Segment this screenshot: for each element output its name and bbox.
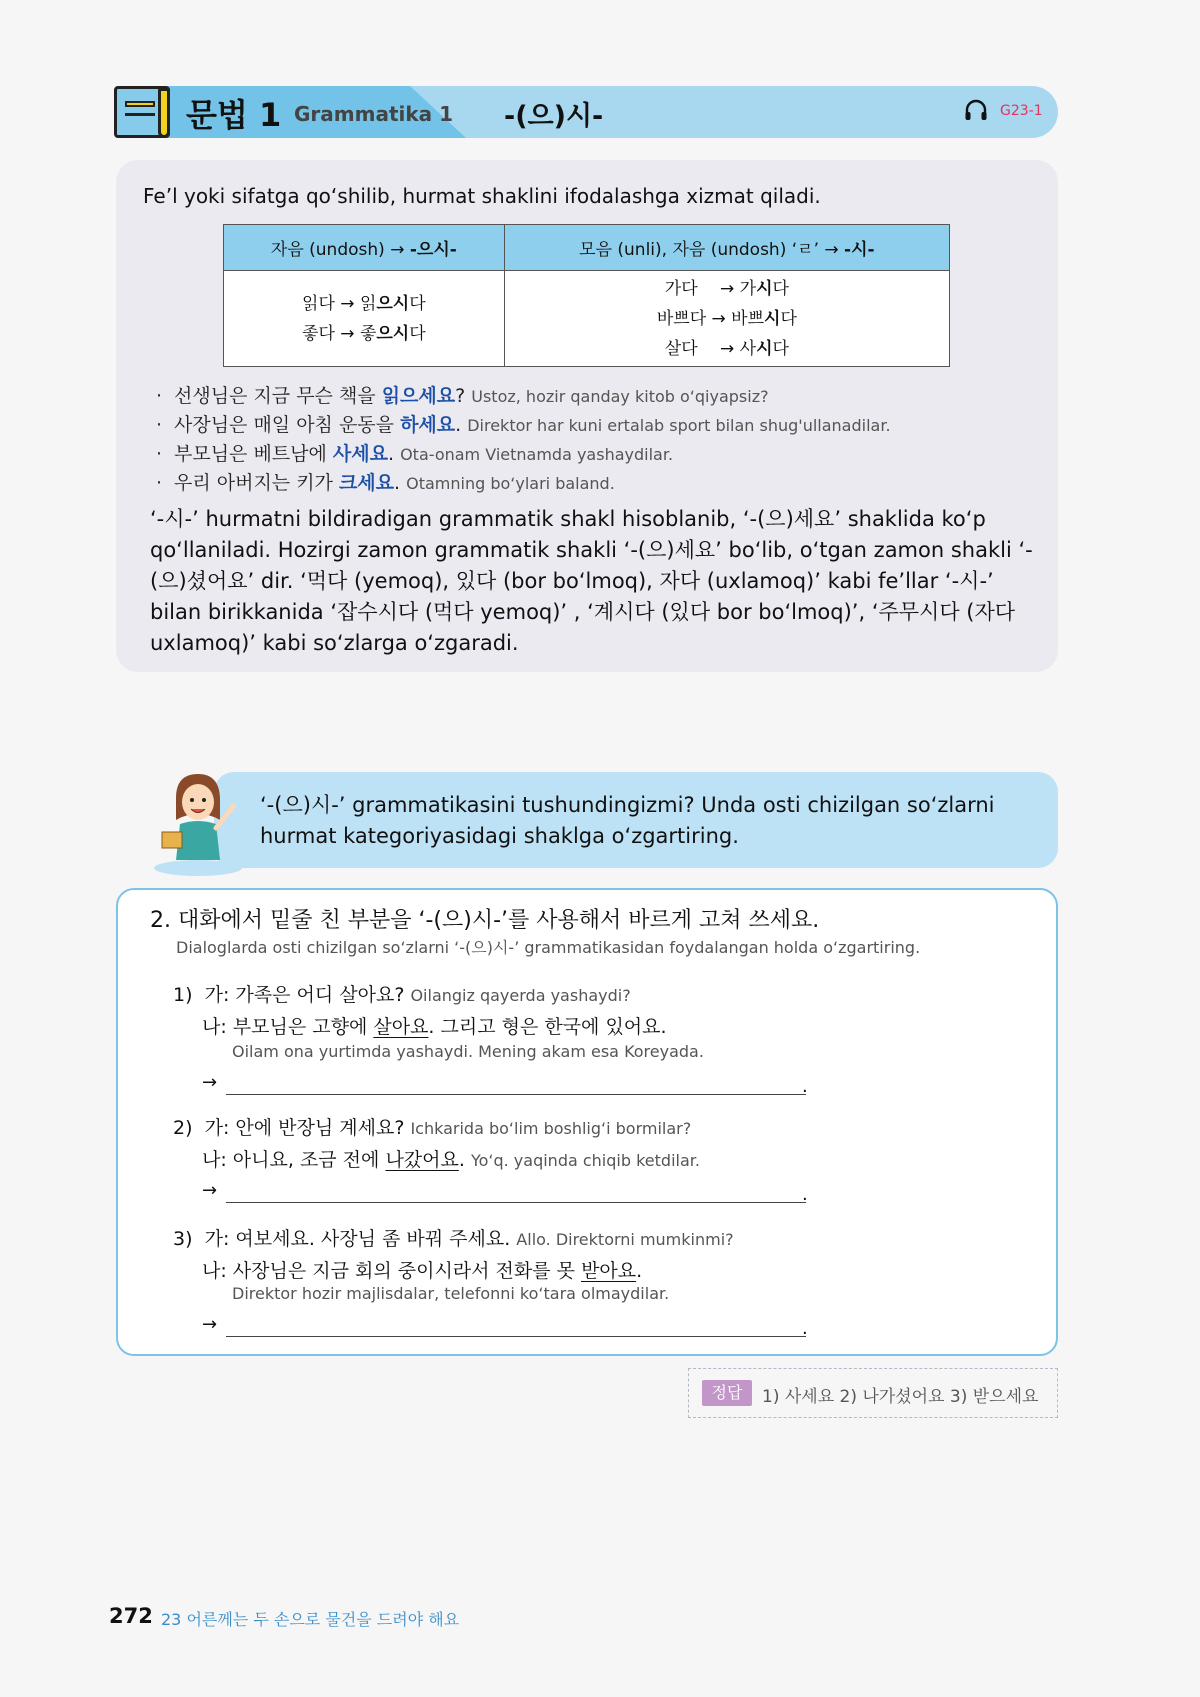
answer-arrow: →: [202, 1072, 218, 1093]
answer-line-end: .: [802, 1076, 808, 1097]
table-cell-consonant-examples: [224, 271, 505, 367]
dialogue-translation: Direktor hozir majlisdalar, telefonni ko‘tara olmaydilar.: [232, 1284, 670, 1303]
grammar-topic: -(으)시-: [504, 101, 604, 132]
example-sentence: · 선생님은 지금 무슨 책을 읽으세요? Ustoz, hozir qanday kitob o‘qiyapsiz?: [156, 385, 769, 407]
pencil-icon: [158, 88, 170, 138]
answer-line-end: .: [802, 1318, 808, 1339]
dialogue-line-na: 나: 부모님은 고향에 살아요. 그리고 형은 한국에 있어요.: [202, 1016, 667, 1038]
audio-track-code[interactable]: G23-1: [1000, 103, 1043, 119]
example-sentences: [156, 382, 891, 498]
table-example: 바쁘다 → 바쁘시다: [656, 308, 797, 329]
answer-key-text: 1) 사세요 2) 나가셨어요 3) 받으세요: [762, 1387, 1039, 1407]
table-example: 살다 → 사시다: [664, 338, 789, 359]
grammar-intro: Fe’l yoki sifatga qo‘shilib, hurmat shaklini ifodalashga xizmat qiladi.: [143, 184, 821, 208]
example-sentence: · 부모님은 베트남에 사세요. Ota-onam Vietnamda yashaydilar.: [156, 443, 674, 465]
dialogue-line-ga: 3) 가: 여보세요. 사장님 좀 바꿔 주세요. Allo. Direktorni mumkinmi?: [173, 1228, 734, 1250]
answer-line[interactable]: [226, 1336, 806, 1337]
table-example: 좋다 → 좋으시다: [302, 323, 426, 344]
prompt-text: ‘-(으)시-’ grammatikasini tushundingizmi? Unda osti chizilgan so‘zlarni hurmat kategoriyasidagi shaklga o‘zgartiring.: [260, 793, 995, 848]
table-example: 읽다 → 읽으시다: [302, 293, 426, 314]
answer-line[interactable]: [226, 1202, 806, 1203]
chapter-title: 23 어른께는 두 손으로 물건을 드려야 해요: [161, 1610, 460, 1629]
answer-arrow: →: [202, 1314, 218, 1335]
dialogue-line-na: 나: 아니요, 조금 전에 나갔어요. Yo‘q. yaqinda chiqib ketdilar.: [202, 1149, 700, 1171]
dialogue-line-ga: 2) 가: 안에 반장님 계세요? Ichkarida bo‘lim boshlig‘i bormilar?: [173, 1117, 692, 1139]
conjugation-table: [223, 224, 950, 367]
example-sentence: · 우리 아버지는 키가 크세요. Otamning bo‘ylari baland.: [156, 472, 615, 494]
dialogue-translation: Oilam ona yurtimda yashaydi. Mening akam esa Koreyada.: [232, 1042, 704, 1061]
section-title-korean: 문법 1: [186, 96, 282, 134]
table-header-consonant: 자음 (undosh) → -으시-: [224, 225, 505, 271]
section-title-latin: Grammatika 1: [294, 102, 454, 126]
table-header-vowel: 모음 (unli), 자음 (undosh) ‘ㄹ’ → -시-: [504, 225, 949, 271]
table-cell-vowel-examples: [504, 271, 949, 367]
table-example: 가다 → 가시다: [664, 278, 789, 299]
teacher-illustration: [150, 768, 246, 876]
example-sentence: · 사장님은 매일 아침 운동을 하세요. Direktor har kuni ertalab sport bilan shug'ullanadilar.: [156, 414, 891, 436]
answer-arrow: →: [202, 1180, 218, 1201]
grammar-explanation: ‘-시-’ hurmatni bildiradigan grammatik shakl hisoblanib, ‘-(으)세요’ shaklida ko‘p qo‘llaniladi. Hozirgi zamon grammatik shakli ‘-(으)세요’ bo‘lib, o‘tgan zamon shakli ‘-(으)셨어요’ dir. ‘먹다 (yemoq), 있다 (bor bo‘lmoq), 자다 (uxlamoq)’ kabi fe’llar ‘-시-’ bilan birikkanida ‘잡수시다 (먹다 yemoq)’ , ‘계시다 (있다 bor bo‘lmoq)’, ‘주무시다 (자다 uxlamoq)’ kabi so‘zlarga o‘zgaradi.: [150, 507, 1033, 655]
dialogue-line-na: 나: 사장님은 지금 회의 중이시라서 전화를 못 받아요.: [202, 1260, 643, 1282]
answer-key-badge: 정답: [702, 1380, 752, 1406]
page-number: 272: [109, 1604, 153, 1628]
dialogue-line-ga: 1) 가: 가족은 어디 살아요? Oilangiz qayerda yashaydi?: [173, 984, 631, 1006]
exercise-title: 2. 대화에서 밑줄 친 부분을 ‘-(으)시-’를 사용해서 바르게 고쳐 쓰세요.: [150, 908, 820, 933]
exercise-subtitle: Dialoglarda osti chizilgan so‘zlarni ‘-(으)시-’ grammatikasidan foydalangan holda o‘zgartiring.: [176, 938, 921, 957]
answer-line-end: .: [802, 1184, 808, 1205]
headphones-icon[interactable]: [964, 98, 988, 122]
answer-line[interactable]: [226, 1094, 806, 1095]
